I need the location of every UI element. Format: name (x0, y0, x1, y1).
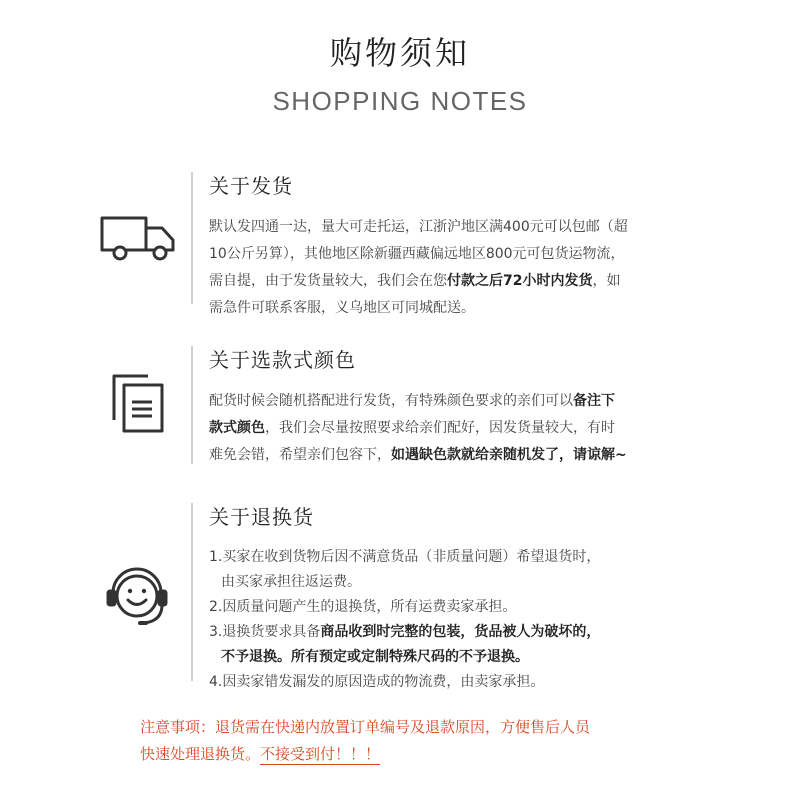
section-title: 关于选款式颜色 (209, 348, 356, 372)
list-item: 4.因卖家错发漏发的原因造成的物流费，由卖家承担。 (209, 674, 545, 690)
section-content (209, 503, 749, 695)
notice (140, 714, 700, 768)
paragraph-line: 默认发四通一达，量大可走托运，江浙沪地区满400元可以包邮（超 (209, 219, 628, 235)
section-returns (100, 503, 740, 690)
section-title: 关于发货 (209, 174, 293, 198)
list-item: 2.因质量问题产生的退换货，所有运费卖家承担。 (209, 599, 517, 615)
notice-line: 快速处理退换货。不接受到付！！！ (140, 745, 381, 763)
paragraph-line: 难免会错，希望亲们包容下，如遇缺色款就给亲随机发了，请谅解~ (209, 447, 627, 463)
section-divider (191, 503, 193, 681)
paragraph-line: 配货时候会随机搭配进行发货，有特殊颜色要求的亲们可以备注下 (209, 393, 615, 409)
paragraph-line: 需急件可联系客服，义乌地区可同城配送。 (209, 300, 475, 316)
list-item: 3.退换货要求具备商品收到时完整的包装，货品被人为破坏的， (209, 624, 601, 640)
section-content (209, 172, 749, 322)
no-cod-warning: 不接受到付！！！ (260, 745, 381, 763)
section-style-color (100, 346, 740, 464)
section-content (209, 346, 749, 469)
section-title: 关于退换货 (209, 505, 314, 529)
paragraph-line: 款式颜色，我们会尽量按照要求给亲们配好，因发货量较大，有时 (209, 420, 615, 436)
section-divider (191, 346, 193, 464)
list-item: 由买家承担往返运费。 (221, 574, 361, 590)
paragraph-line: 10公斤另算），其他地区除新疆西藏偏远地区800元可包货运物流， (209, 246, 625, 262)
page-subtitle: SHOPPING NOTES (272, 86, 528, 116)
documents-icon (110, 372, 166, 434)
list-item: 1.买家在收到货物后因不满意货品（非质量问题）希望退货时， (209, 549, 601, 565)
paragraph-line: 需自提，由于发货量较大，我们会在您付款之后72小时内发货，如 (209, 273, 621, 289)
truck-icon (100, 214, 178, 262)
headset-smiley-icon (104, 563, 170, 629)
page-title: 购物须知 (329, 34, 470, 72)
section-shipping (100, 172, 740, 316)
notice-line: 注意事项：退货需在快递内放置订单编号及退款原因，方便售后人员 (140, 718, 591, 736)
list-item: 不予退换。所有预定或定制特殊尺码的不予退换。 (221, 649, 529, 665)
section-divider (191, 172, 193, 304)
